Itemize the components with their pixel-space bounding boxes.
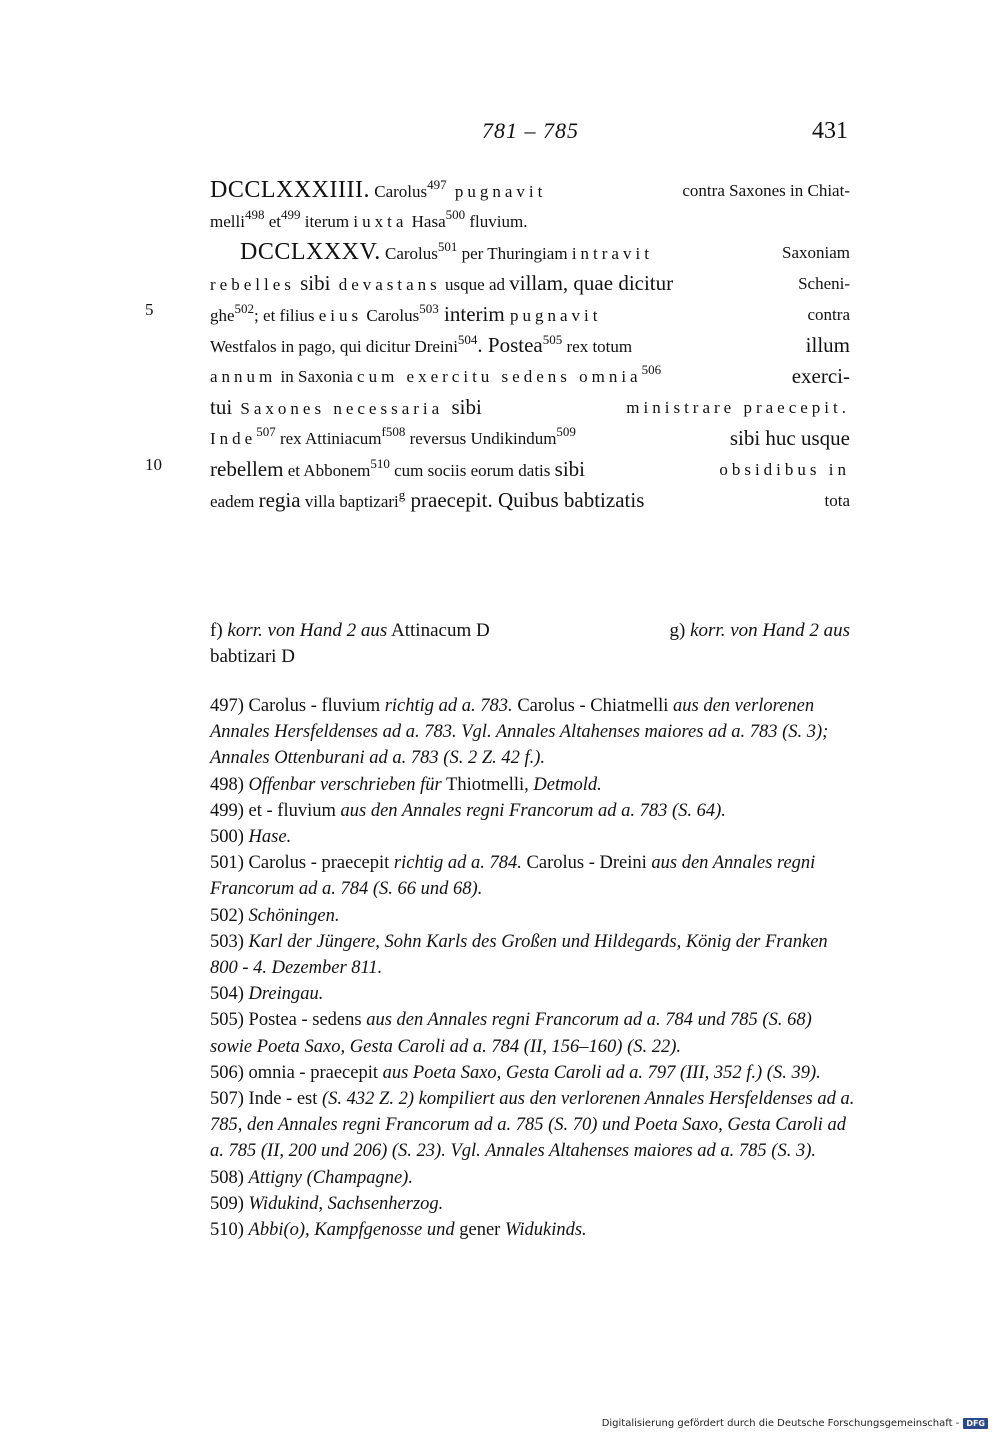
footnote-text: Postea - sedens [248,1010,367,1031]
text-span: devastans [330,275,441,294]
footnote-number: 505) [210,1010,249,1031]
note-italic: korr. von Hand 2 aus [227,620,388,641]
apparatus-note-f [210,618,490,644]
footnote-italic: aus Poeta Saxo, Gesta Caroli ad a. 797 (III, 352 f.) (S. 39). [382,1062,821,1083]
text-span: reversus Undikindum [405,429,557,448]
text-span: rex Attiniacum [275,429,382,448]
footnote-ref: 502 [234,301,255,316]
footnote-ref: f508 [381,424,406,439]
footer [602,1418,988,1429]
text-line-10 [210,454,850,485]
footnote-italic: Offenbar verschrieben für [248,774,442,795]
text-span: per Thuringiam [457,244,572,263]
text-span: et [264,212,281,231]
footnote-number: 497) [210,696,249,716]
text-span: intravit [571,244,653,263]
line-number-10: 10 [145,455,162,474]
text-span: rex totum [562,337,633,356]
line-number-5: 5 [145,300,154,319]
footnote [210,850,855,902]
text-line-7 [210,361,850,392]
footnote-ref: 504 [457,332,478,347]
text-span: cum exercitu sedens omnia [357,367,642,386]
text-span: villa baptizari [300,492,399,511]
footnote [210,772,855,798]
text-span: pugnavit [509,306,602,325]
footnote [210,1086,855,1165]
footnote-italic: Detmold. [533,774,602,795]
footnote-text: gener [454,1220,505,1241]
text-span: contra [807,305,850,324]
text-span: exerci- [791,364,850,388]
year-heading-785: DCCLXXXV. [240,239,381,265]
footnote-number: 498) [210,774,249,795]
footnote-number: 501) [210,853,249,874]
text-span: iuxta [353,212,408,231]
text-span: pugnavit [446,182,547,201]
text-span: Westfalos in pago, qui dicitur Dreini [210,337,458,356]
footnote [210,693,855,772]
text-span: rebelles [210,275,295,294]
text-span: ; et filius [254,306,319,325]
footnote-number: 508) [210,1167,249,1188]
text-span: rebellem [210,457,284,481]
page-number: 431 [812,118,848,144]
text-span: Inde [210,429,257,448]
footnote-italic: richtig ad a. 783. [384,696,513,716]
footnote-ref: 507 [256,424,276,439]
text-span: tota [824,491,850,510]
footer-text: Digitalisierung gefördert durch die Deutsche Forschungsgemeinschaft - [601,1418,960,1429]
footnote [210,903,855,929]
critical-apparatus [210,618,850,670]
text-span: tui [210,395,233,419]
text-span: obsidibus in [719,460,850,479]
text-span: melli [210,212,245,231]
footnote-italic: Hase. [248,827,292,848]
footnote-number: 499) [210,800,249,821]
text-span: cum sociis eorum datis [389,461,555,480]
text-span: sibi huc usque [729,426,850,450]
footnote-number: 509) [210,1193,249,1214]
footnote-number: 507) [210,1089,249,1110]
text-line-5 [210,299,850,330]
text-span: ghe [210,306,235,325]
text-span: sibi [554,457,585,481]
text-line-11 [210,485,850,516]
text-span: Saxones necessaria [232,399,452,418]
text-span: in Saxonia [276,367,358,386]
footnote-number: 502) [210,905,249,926]
apparatus-row [210,618,850,644]
text-span: Carolus [362,306,420,325]
text-span: eius [318,306,363,325]
footnote-number: 500) [210,827,249,848]
apparatus-note-g [670,618,851,644]
note-label: g) [669,620,691,641]
text-span: sibi [451,395,482,419]
footnote-number: 510) [210,1220,249,1241]
footnote-ref: 500 [445,207,466,222]
footnote [210,981,855,1007]
text-span: Hasa [407,212,446,231]
footnote-italic: aus den Annales regni Francorum ad a. 783 (S. 64). [340,800,726,821]
footnote-italic: Schöningen. [248,905,340,926]
dfg-logo: DFG [963,1418,988,1429]
footnote-text: Carolus - Dreini [521,853,652,874]
footnote-text: Carolus - praecepit [248,853,394,874]
footnote-italic: aus den Annales regni Francorum ad a. 784 und 785 (S. 68) sowie Poeta Saxo, Gesta Caroli ad a. 784 (II, 156–160) (S. 22). [210,1010,812,1057]
text-line-4 [210,268,850,299]
footnote-text: Thiotmelli, [441,774,534,795]
footnote-italic: Widukinds. [504,1220,587,1241]
footnote [210,1217,855,1243]
note-label: f) [210,620,228,641]
text-span: eadem [210,492,259,511]
main-text [210,175,850,516]
footnote [210,1191,855,1217]
footnote-italic: Attigny (Champagne). [248,1167,413,1188]
text-span: annum [210,367,277,386]
footnote-ref: 506 [641,362,662,377]
footnote-text: Carolus - fluvium [248,696,385,716]
footnote-italic: Karl der Jüngere, Sohn Karls des Großen und Hildegards, König der Franken 800 - 4. Dezember 811. [210,931,828,979]
footnote [210,1060,855,1086]
text-span: illum [805,333,850,357]
text-span: et Abbonem [283,461,371,480]
note-text: Attinacum D [387,620,490,641]
text-line-9 [210,423,850,454]
text-span: praecepit. Quibus babtizatis [405,488,645,512]
footnote-italic: richtig ad a. 784. [393,853,522,874]
footnote-text: Inde - est [248,1089,323,1110]
footnote-text: et - fluvium [248,800,341,821]
text-span: Carolus [380,244,438,263]
apparatus-note-g-cont: babtizari D [210,646,295,667]
footnote-italic: aus den verlorenen Annales Hersfeldenses ad a. 783. Vgl. Annales Altahenses maiores ad a. 783 (S. 3); Annales Ottenburani ad a. 783 (S. 2 Z. 42 f.). [210,696,829,769]
text-span: iterum [300,212,354,231]
text-line-2 [210,206,850,237]
text-span: ministrare praecepit. [626,398,850,417]
footnote-number: 504) [210,984,249,1005]
footnote-italic: Widukind, Sachsenherzog. [248,1193,444,1214]
year-heading-784: DCCLXXXIIII. [210,177,370,203]
footnote-ref: 505 [542,332,563,347]
footnote-ref: 503 [419,301,439,316]
text-span: Scheni- [798,274,850,293]
text-span: fluvium. [465,212,528,231]
text-line-8 [210,392,850,423]
text-span: . Postea [477,333,543,357]
footnote-italic: Dreingau. [248,984,324,1005]
footnote-number: 506) [210,1062,249,1083]
footnote-text: omnia - praecepit [248,1062,383,1083]
text-span: usque ad [440,275,510,294]
text-span: contra Saxones in Chiat- [682,181,850,200]
text-line-6 [210,330,850,361]
footnote-ref: 498 [244,207,265,222]
footnote-ref: g [398,487,406,502]
footnote [210,929,855,981]
footnote-ref: 497 [427,177,447,192]
footnote [210,1165,855,1191]
text-line-3 [210,237,850,268]
footnote-italic: Abbi(o), Kampfgenosse und [248,1220,455,1241]
footnote-ref: 509 [556,424,576,439]
text-span: Carolus [369,182,428,201]
footnote [210,1007,855,1059]
footnote [210,798,855,824]
footnote-ref: 499 [280,207,301,222]
text-span: sibi [294,271,331,295]
footnote-text: Carolus - Chiatmelli [512,696,673,716]
footnote-italic: aus den Annales regni Francorum ad a. 784 (S. 66 und 68). [210,853,816,900]
note-italic: korr. von Hand 2 aus [690,620,850,641]
footnotes [210,693,855,1243]
footnote-italic: (S. 432 Z. 2) kompiliert aus den verlorenen Annales Hersfeldenses ad a. 785, den Annales regni Francorum ad a. 785 (S. 70) und Poeta Saxo, Gesta Caroli ad a. 785 (II, 200 und 206) (S. 23). Vgl. Annales Altahenses maiores ad a. 785 (S. 3). [210,1089,855,1162]
text-span: regia [258,488,301,512]
text-line-1 [210,175,850,206]
footnote-ref: 510 [370,456,390,471]
text-span: interim [438,302,510,326]
footnote-number: 503) [210,931,249,952]
page-header [0,118,1000,148]
text-span: villam, quae dicitur [509,271,674,295]
footnote [210,824,855,850]
text-span: Saxoniam [782,243,850,262]
footnote-ref: 501 [437,239,458,254]
running-head: 781 – 785 [482,118,579,143]
